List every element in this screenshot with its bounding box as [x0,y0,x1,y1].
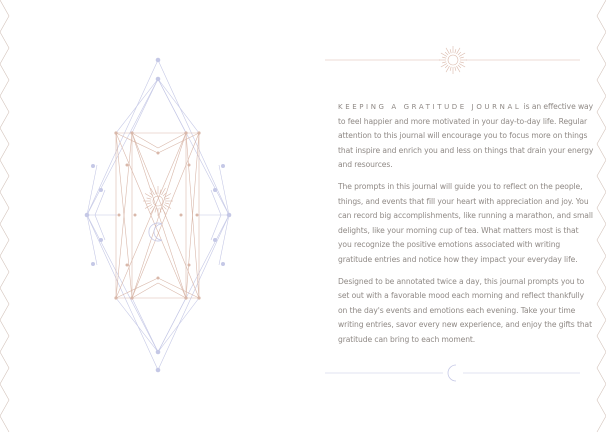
moon-ornament-icon [448,365,456,381]
paragraph-1-text: is an effective way to feel happier and more motivated in your day-to-day life. Regular attention to this journal will encourage you to focus more on things that inspire and enrich you and less on things that drain your energy and resources. [338,102,594,170]
lead-in-caps: KEEPING A GRATITUDE JOURNAL [338,103,522,111]
paragraph-2: The prompts in this journal will guide you to reflect on the people, things, and events that fill your heart with appreciation and joy. You can record big accomplishments, like running a marathon, and small delights, like your morning cup of tea. What matters most is that you recognize the positive emotions associated with writing gratitude entries and notice how they impact your everyday life. [338,181,593,264]
paragraph-1 [338,100,594,173]
sun-icon [143,186,173,216]
intro-text [338,100,594,355]
sun-ornament-icon [439,46,467,74]
paragraph-3: Designed to be annotated twice a day, this journal prompts you to set out with a favorable mood each morning and reflect thankfully on the day's events and emotions each evening. Take your time writing entries, savor every new experience, and enjoy the gifts that gratitude can bring to each moment. [338,276,592,344]
